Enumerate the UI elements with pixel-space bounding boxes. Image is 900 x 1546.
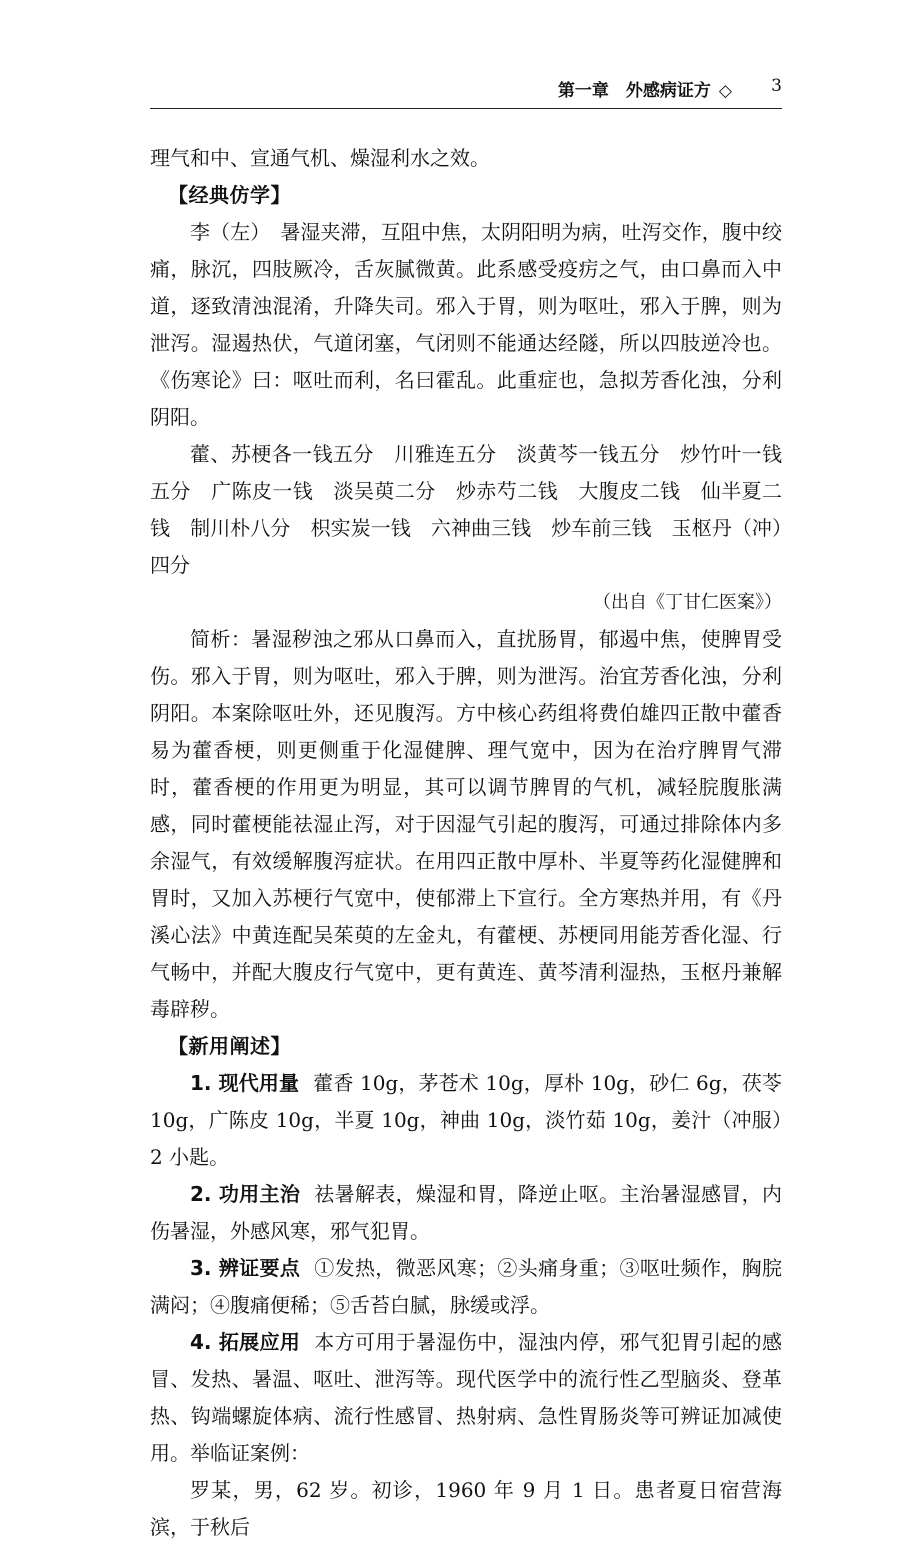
- item-label: 2. 功用主治: [190, 1182, 301, 1206]
- chapter-title: [558, 76, 732, 101]
- analysis-paragraph: 简析：暑湿秽浊之邪从口鼻而入，直扰肠胃，郁遏中焦，使脾胃受伤。邪入于胃，则为呕吐，邪入于脾，则为泄泻。治宜芳香化浊，分利阴阳。本案除呕吐外，还见腹泻。方中核心药组将费伯雄四正散中藿香易为藿香梗，则更侧重于化湿健脾、理气宽中，因为在治疗脾胃气滞时，藿香梗的作用更为明显，其可以调节脾胃的气机，减轻脘腹胀满感，同时藿梗能祛湿止泻，对于因湿气引起的腹泻，可通过排除体内多余湿气，有效缓解腹泻症状。在用四正散中厚朴、半夏等药化湿健脾和胃时，又加入苏梗行气宽中，使郁滞上下宣行。全方寒热并用，有《丹溪心法》中黄连配吴茱萸的左金丸，有藿梗、苏梗同用能芳香化湿、行气畅中，并配大腹皮行气宽中，更有黄连、黄芩清利湿热，玉枢丹兼解毒辟秽。: [150, 627, 782, 1021]
- case-paragraph: 李（左） 暑湿夹滞，互阻中焦，太阴阳明为病，吐泻交作，腹中绞痛，脉沉，四肢厥冷，舌灰腻微黄。此系感受疫疠之气，由口鼻而入中道，逐致清浊混淆，升降失司。邪入于胃，则为呕吐，邪入于脾，则为泄泻。湿遏热伏，气道闭塞，气闭则不能通达经隧，所以四肢逆冷也。《伤寒论》曰：呕吐而利，名曰霍乱。此重症也，急拟芳香化浊，分利阴阳。: [150, 220, 782, 429]
- diamond-icon: ◇: [718, 81, 732, 101]
- item-text: ①发热，微恶风寒；②头痛身重；③呕吐频作，胸脘满闷；④腹痛便稀；⑤舌苔白腻，脉缓或浮。: [150, 1256, 783, 1317]
- item-text: 本方可用于暑湿伤中，湿浊内停，邪气犯胃引起的感冒、发热、暑温、呕吐、泄泻等。现代医学中的流行性乙型脑炎、登革热、钩端螺旋体病、流行性感冒、热射病、急性胃肠炎等可辨证加减使用。举临证案例：: [150, 1330, 783, 1465]
- item-label: 1. 现代用量: [190, 1071, 300, 1095]
- item-extended-use: [150, 1324, 782, 1472]
- page-number: 3: [771, 76, 782, 96]
- item-dosage: [150, 1065, 782, 1176]
- item-label: 3. 辨证要点: [190, 1256, 301, 1280]
- prescription: 藿、苏梗各一钱五分 川雅连五分 淡黄芩一钱五分 炒竹叶一钱五分 广陈皮一钱 淡吴萸二分 炒赤芍二钱 大腹皮二钱 仙半夏二钱 制川朴八分 枳实炭一钱 六神曲三钱 炒车前三钱 玉枢丹（冲）四分: [150, 442, 782, 577]
- section-heading-new-use: 【新用阐述】: [168, 1034, 291, 1058]
- item-label: 4. 拓展应用: [190, 1330, 301, 1354]
- page-header: [150, 68, 782, 109]
- chapter-title-text: 第一章 外感病证方: [557, 81, 711, 101]
- section-heading-classic: 【经典仿学】: [168, 183, 291, 207]
- source-citation: （出自《丁甘仁医案》）: [593, 592, 782, 613]
- paragraph: 理气和中、宣通气机、燥湿利水之效。: [150, 146, 490, 170]
- item-key-points: [150, 1250, 782, 1324]
- item-text: 藿香 10g，茅苍术 10g，厚朴 10g，砂仁 6g，茯苓 10g，广陈皮 10g，半夏 10g，神曲 10g，淡竹茹 10g，姜汁（冲服）2 小匙。: [150, 1071, 782, 1169]
- item-text: 祛暑解表，燥湿和胃，降逆止呕。主治暑湿感冒，内伤暑湿，外感风寒，邪气犯胃。: [150, 1182, 783, 1243]
- case-example: 罗某，男，62 岁。初诊，1960 年 9 月 1 日。患者夏日宿营海滨，于秋后: [150, 1478, 782, 1539]
- page-body: [150, 140, 782, 1546]
- item-function: [150, 1176, 782, 1250]
